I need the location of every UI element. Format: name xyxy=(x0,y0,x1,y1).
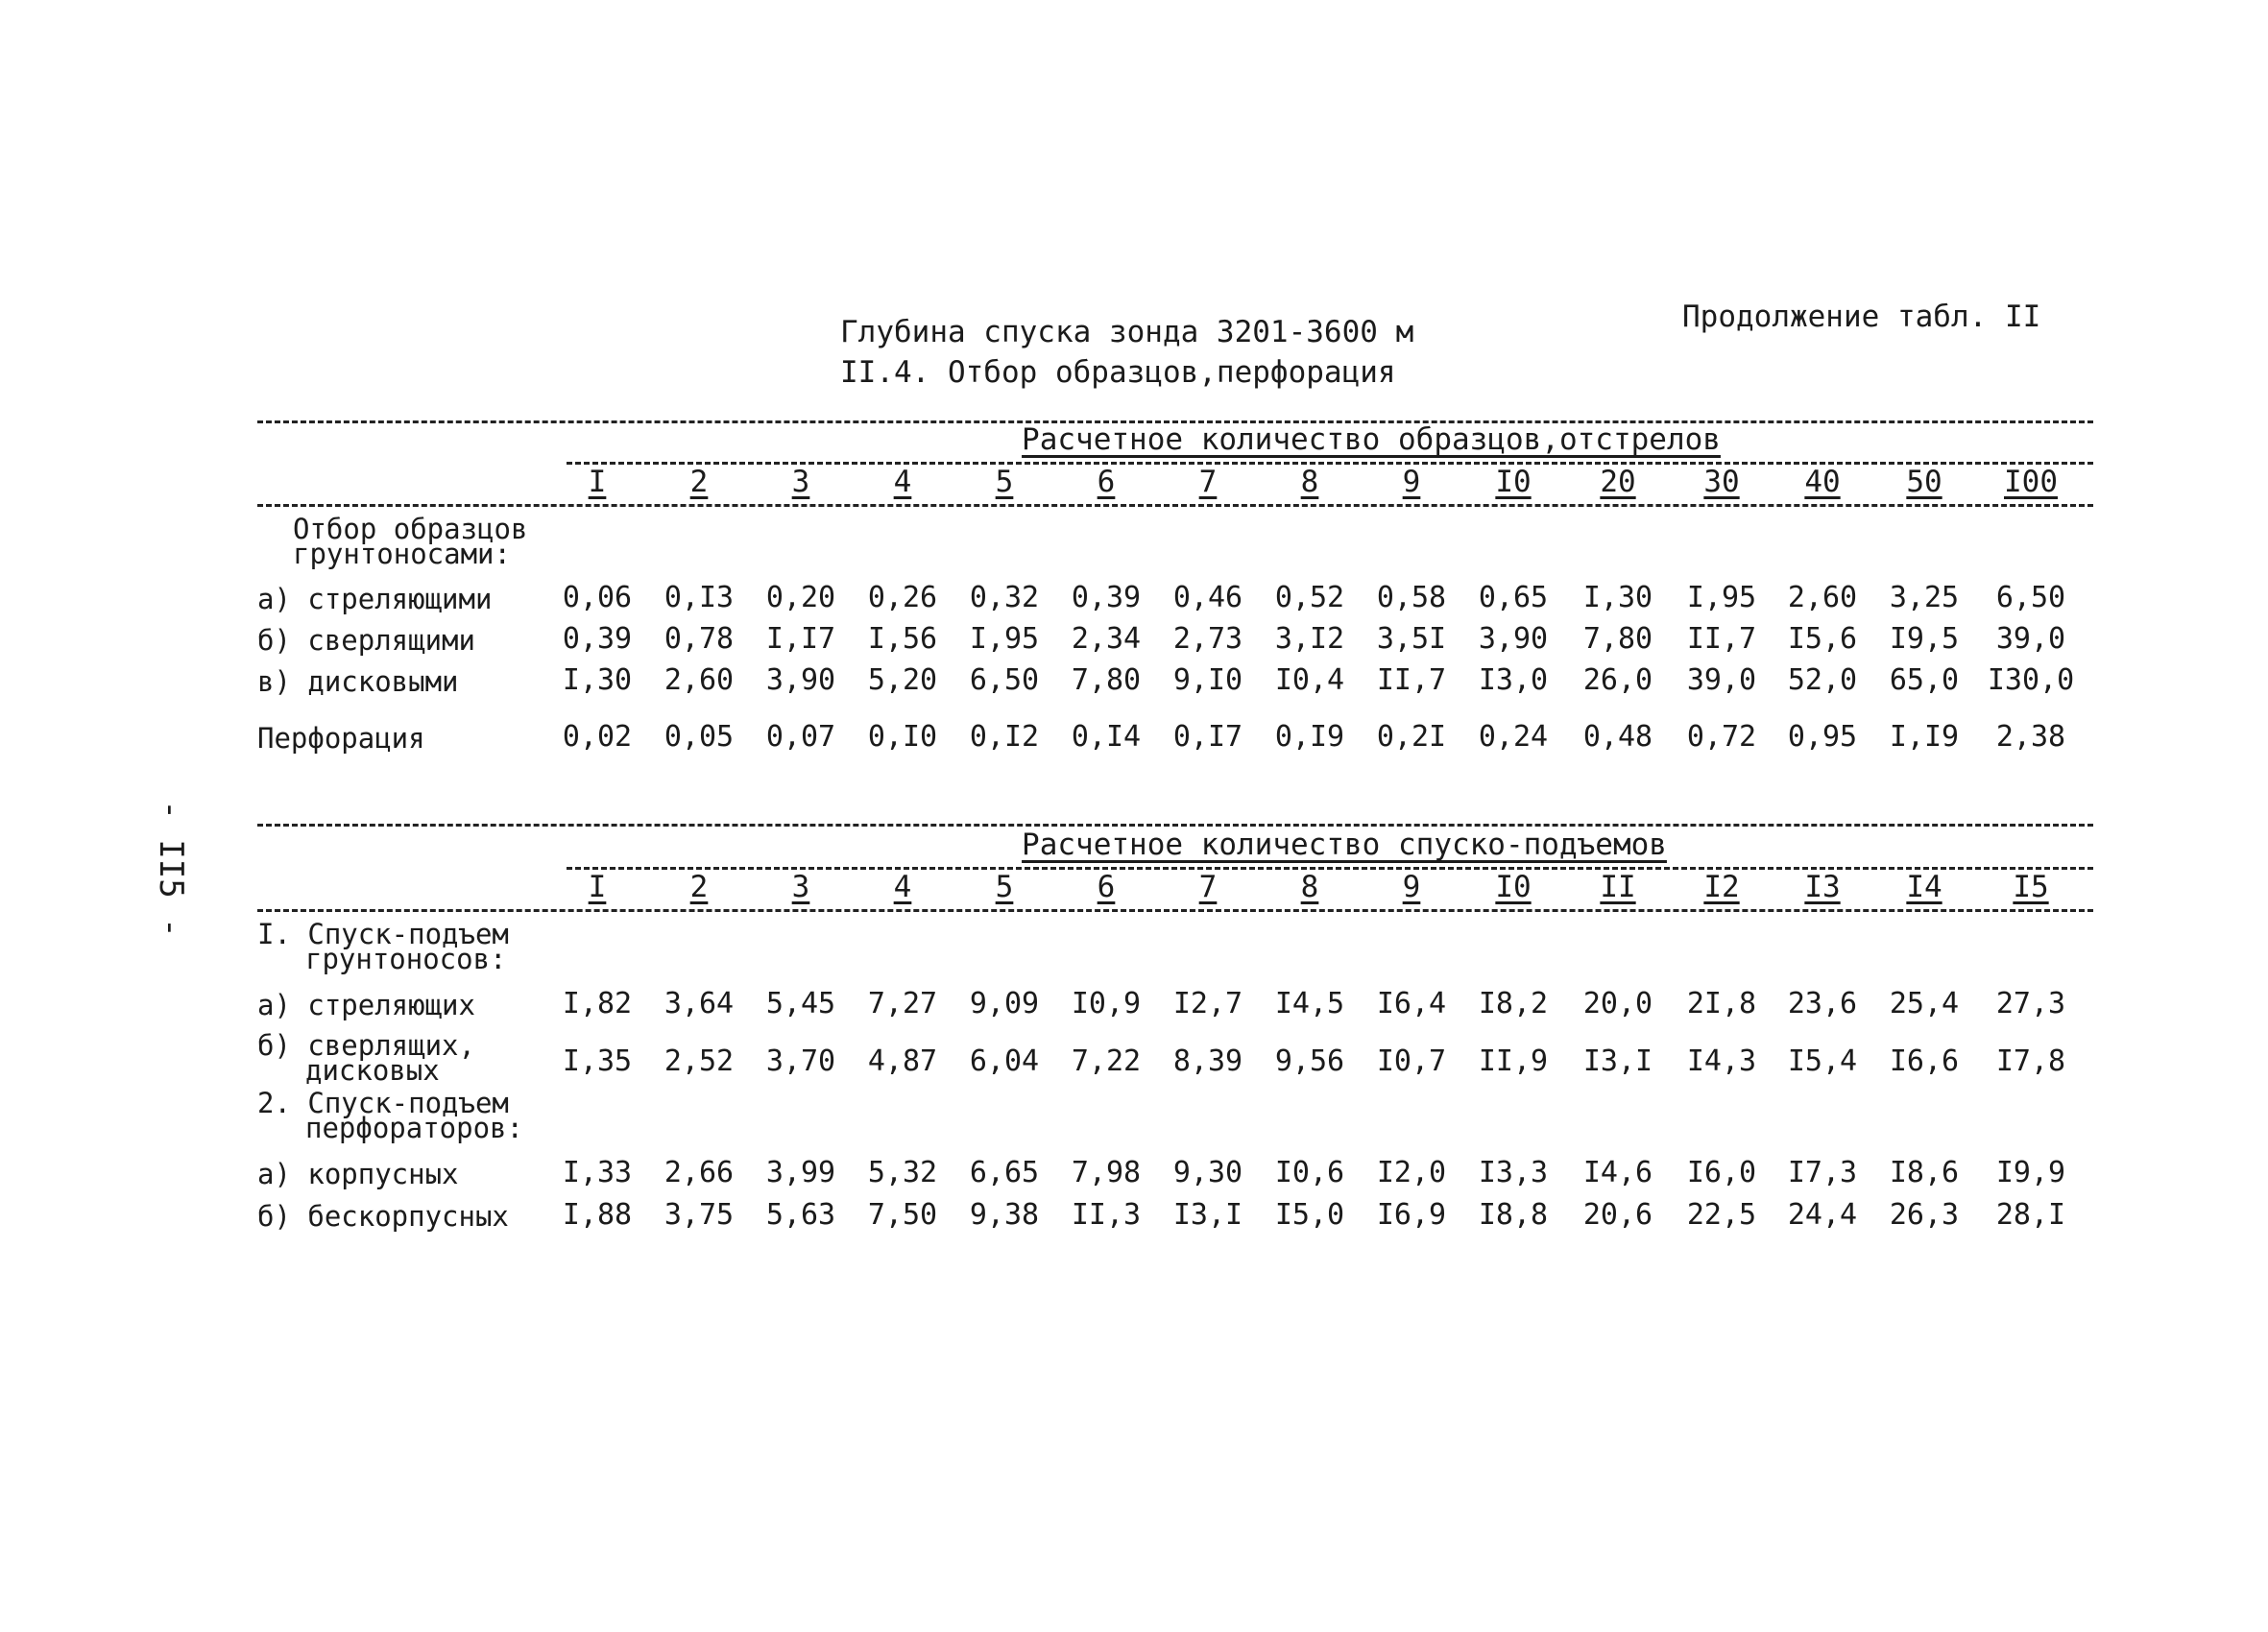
cell-value: 0,24 xyxy=(1478,720,1549,754)
header-bottom-rule xyxy=(257,504,2093,507)
row-label: б) сверлящими xyxy=(257,624,475,657)
cell-value: 52,0 xyxy=(1787,663,1858,697)
row-label: б) бескорпусных xyxy=(257,1200,509,1233)
cell-value: 0,I4 xyxy=(1071,720,1142,754)
cell-value: 4,87 xyxy=(867,1044,938,1078)
row-label: а) стреляющими xyxy=(257,583,493,615)
cell-value: I30,0 xyxy=(1987,663,2075,697)
cell-value: 20,6 xyxy=(1582,1198,1653,1232)
cell-value: 5,32 xyxy=(867,1156,938,1189)
cell-value: 0,I0 xyxy=(867,720,938,754)
cell-value: I8,8 xyxy=(1478,1198,1549,1232)
column-header: 6 xyxy=(1097,465,1116,499)
cell-value: 0,26 xyxy=(867,581,938,614)
cell-value: I9,9 xyxy=(1995,1156,2066,1189)
cell-value: 9,56 xyxy=(1274,1044,1345,1078)
group-label: грунтоносов: xyxy=(305,943,507,975)
row-label: в) дисковыми xyxy=(257,665,459,698)
cell-value: I8,2 xyxy=(1478,987,1549,1020)
cell-value: 24,4 xyxy=(1787,1198,1858,1232)
column-header: 9 xyxy=(1402,870,1421,904)
cell-value: 7,27 xyxy=(867,987,938,1020)
cell-value: 22,5 xyxy=(1686,1198,1757,1232)
cell-value: 39,0 xyxy=(1686,663,1757,697)
cell-value: 3,5I xyxy=(1376,622,1447,656)
cell-value: 2I,8 xyxy=(1686,987,1757,1020)
cell-value: 0,32 xyxy=(969,581,1040,614)
column-header: 20 xyxy=(1600,465,1636,499)
cell-value: II,7 xyxy=(1686,622,1757,656)
cell-value: 2,38 xyxy=(1995,720,2066,754)
cell-value: I6,0 xyxy=(1686,1156,1757,1189)
cell-value: 3,99 xyxy=(765,1156,836,1189)
cell-value: I2,7 xyxy=(1172,987,1243,1020)
cell-value: 0,06 xyxy=(562,581,633,614)
header-bottom-rule xyxy=(257,909,2093,912)
cell-value: 5,45 xyxy=(765,987,836,1020)
cell-value: 0,I9 xyxy=(1274,720,1345,754)
table-top-rule xyxy=(257,824,2093,827)
cell-value: 27,3 xyxy=(1995,987,2066,1020)
cell-value: 0,46 xyxy=(1172,581,1243,614)
table-caption: Расчетное количество образцов,отстрелов xyxy=(1022,422,1721,457)
cell-value: I5,0 xyxy=(1274,1198,1345,1232)
column-header: I2 xyxy=(1703,870,1740,904)
group-label: перфораторов: xyxy=(305,1112,523,1144)
cell-value: I,I9 xyxy=(1889,720,1960,754)
column-header: 8 xyxy=(1300,465,1319,499)
cell-value: 7,80 xyxy=(1582,622,1653,656)
cell-value: 7,80 xyxy=(1071,663,1142,697)
column-header: 40 xyxy=(1804,465,1841,499)
cell-value: 6,50 xyxy=(969,663,1040,697)
column-header: 3 xyxy=(791,465,810,499)
cell-value: I5,4 xyxy=(1787,1044,1858,1078)
section-title: II.4. Отбор образцов,перфорация xyxy=(840,355,1396,390)
cell-value: 0,65 xyxy=(1478,581,1549,614)
cell-value: 8,39 xyxy=(1172,1044,1243,1078)
cell-value: 0,58 xyxy=(1376,581,1447,614)
cell-value: 2,66 xyxy=(664,1156,735,1189)
cell-value: I4,6 xyxy=(1582,1156,1653,1189)
cell-value: 0,I3 xyxy=(664,581,735,614)
cell-value: 2,52 xyxy=(664,1044,735,1078)
cell-value: 3,70 xyxy=(765,1044,836,1078)
cell-value: II,9 xyxy=(1478,1044,1549,1078)
column-header: 30 xyxy=(1703,465,1740,499)
cell-value: 25,4 xyxy=(1889,987,1960,1020)
cell-value: II,7 xyxy=(1376,663,1447,697)
column-header: 9 xyxy=(1402,465,1421,499)
cell-value: 5,63 xyxy=(765,1198,836,1232)
column-header: I4 xyxy=(1906,870,1942,904)
cell-value: 0,20 xyxy=(765,581,836,614)
cell-value: I3,I xyxy=(1172,1198,1243,1232)
cell-value: 2,60 xyxy=(1787,581,1858,614)
cell-value: I,35 xyxy=(562,1044,633,1078)
cell-value: 26,0 xyxy=(1582,663,1653,697)
column-header: 8 xyxy=(1300,870,1319,904)
cell-value: I5,6 xyxy=(1787,622,1858,656)
group-label: I. Спуск-подъем xyxy=(257,918,509,950)
group-label: Отбор образцов xyxy=(293,513,528,545)
cell-value: 0,39 xyxy=(562,622,633,656)
cell-value: I,95 xyxy=(969,622,1040,656)
cell-value: 2,34 xyxy=(1071,622,1142,656)
cell-value: I,30 xyxy=(1582,581,1653,614)
cell-value: 0,48 xyxy=(1582,720,1653,754)
column-header: I xyxy=(588,465,607,499)
column-header: 6 xyxy=(1097,870,1116,904)
cell-value: I,82 xyxy=(562,987,633,1020)
row-label: дисковых xyxy=(305,1054,440,1087)
cell-value: 0,2I xyxy=(1376,720,1447,754)
cell-value: 39,0 xyxy=(1995,622,2066,656)
column-header: I xyxy=(588,870,607,904)
row-label: Перфорация xyxy=(257,722,425,755)
column-header: 50 xyxy=(1906,465,1942,499)
cell-value: 0,78 xyxy=(664,622,735,656)
cell-value: 0,95 xyxy=(1787,720,1858,754)
cell-value: 3,25 xyxy=(1889,581,1960,614)
cell-value: 23,6 xyxy=(1787,987,1858,1020)
cell-value: I,56 xyxy=(867,622,938,656)
cell-value: 9,09 xyxy=(969,987,1040,1020)
cell-value: I7,3 xyxy=(1787,1156,1858,1189)
cell-value: 0,I2 xyxy=(969,720,1040,754)
cell-value: I7,8 xyxy=(1995,1044,2066,1078)
cell-value: I6,4 xyxy=(1376,987,1447,1020)
cell-value: 0,I7 xyxy=(1172,720,1243,754)
cell-value: I,95 xyxy=(1686,581,1757,614)
column-header: 4 xyxy=(893,870,912,904)
cell-value: 3,90 xyxy=(765,663,836,697)
cell-value: 0,07 xyxy=(765,720,836,754)
row-label: а) стреляющих xyxy=(257,989,475,1021)
cell-value: I9,5 xyxy=(1889,622,1960,656)
column-header: 7 xyxy=(1198,870,1218,904)
cell-value: I6,9 xyxy=(1376,1198,1447,1232)
cell-value: I,30 xyxy=(562,663,633,697)
column-header: I00 xyxy=(2004,465,2058,499)
column-header: I3 xyxy=(1804,870,1841,904)
row-label: б) сверлящих, xyxy=(257,1029,475,1062)
cell-value: 0,39 xyxy=(1071,581,1142,614)
cell-value: 6,65 xyxy=(969,1156,1040,1189)
cell-value: 26,3 xyxy=(1889,1198,1960,1232)
cell-value: 3,I2 xyxy=(1274,622,1345,656)
cell-value: I0,6 xyxy=(1274,1156,1345,1189)
cell-value: I,88 xyxy=(562,1198,633,1232)
column-header: 2 xyxy=(689,870,709,904)
cell-value: I,33 xyxy=(562,1156,633,1189)
table-continuation-note: Продолжение табл. II xyxy=(1682,300,2041,334)
column-header: II xyxy=(1600,870,1636,904)
page-number: - II5 - xyxy=(152,800,190,938)
cell-value: 0,05 xyxy=(664,720,735,754)
cell-value: I4,3 xyxy=(1686,1044,1757,1078)
cell-value: 9,30 xyxy=(1172,1156,1243,1189)
row-label: а) корпусных xyxy=(257,1158,459,1190)
column-header: 2 xyxy=(689,465,709,499)
group-label: 2. Спуск-подъем xyxy=(257,1087,509,1119)
column-header: 3 xyxy=(791,870,810,904)
cell-value: I2,0 xyxy=(1376,1156,1447,1189)
cell-value: 7,50 xyxy=(867,1198,938,1232)
cell-value: 6,04 xyxy=(969,1044,1040,1078)
cell-value: 3,64 xyxy=(664,987,735,1020)
cell-value: I0,4 xyxy=(1274,663,1345,697)
cell-value: 3,90 xyxy=(1478,622,1549,656)
cell-value: I3,0 xyxy=(1478,663,1549,697)
column-header: 7 xyxy=(1198,465,1218,499)
cell-value: 2,60 xyxy=(664,663,735,697)
cell-value: I3,3 xyxy=(1478,1156,1549,1189)
depth-title: Глубина спуска зонда 3201-3600 м xyxy=(840,315,1414,349)
cell-value: 5,20 xyxy=(867,663,938,697)
cell-value: 7,22 xyxy=(1071,1044,1142,1078)
cell-value: 7,98 xyxy=(1071,1156,1142,1189)
cell-value: I4,5 xyxy=(1274,987,1345,1020)
column-header: I5 xyxy=(2013,870,2049,904)
column-header: 4 xyxy=(893,465,912,499)
cell-value: 3,75 xyxy=(664,1198,735,1232)
table-caption: Расчетное количество спуско-подъемов xyxy=(1022,828,1667,862)
cell-value: 9,38 xyxy=(969,1198,1040,1232)
cell-value: 0,52 xyxy=(1274,581,1345,614)
cell-value: I3,I xyxy=(1582,1044,1653,1078)
cell-value: 20,0 xyxy=(1582,987,1653,1020)
column-header: 5 xyxy=(995,465,1014,499)
cell-value: I,I7 xyxy=(765,622,836,656)
cell-value: 65,0 xyxy=(1889,663,1960,697)
column-header: I0 xyxy=(1495,465,1532,499)
cell-value: 2,73 xyxy=(1172,622,1243,656)
cell-value: 9,I0 xyxy=(1172,663,1243,697)
cell-value: 0,72 xyxy=(1686,720,1757,754)
column-header: I0 xyxy=(1495,870,1532,904)
cell-value: 0,02 xyxy=(562,720,633,754)
cell-value: I6,6 xyxy=(1889,1044,1960,1078)
cell-value: II,3 xyxy=(1071,1198,1142,1232)
cell-value: 28,I xyxy=(1995,1198,2066,1232)
cell-value: I0,7 xyxy=(1376,1044,1447,1078)
cell-value: I0,9 xyxy=(1071,987,1142,1020)
group-label: грунтоносами: xyxy=(293,538,511,570)
column-header: 5 xyxy=(995,870,1014,904)
cell-value: 6,50 xyxy=(1995,581,2066,614)
cell-value: I8,6 xyxy=(1889,1156,1960,1189)
